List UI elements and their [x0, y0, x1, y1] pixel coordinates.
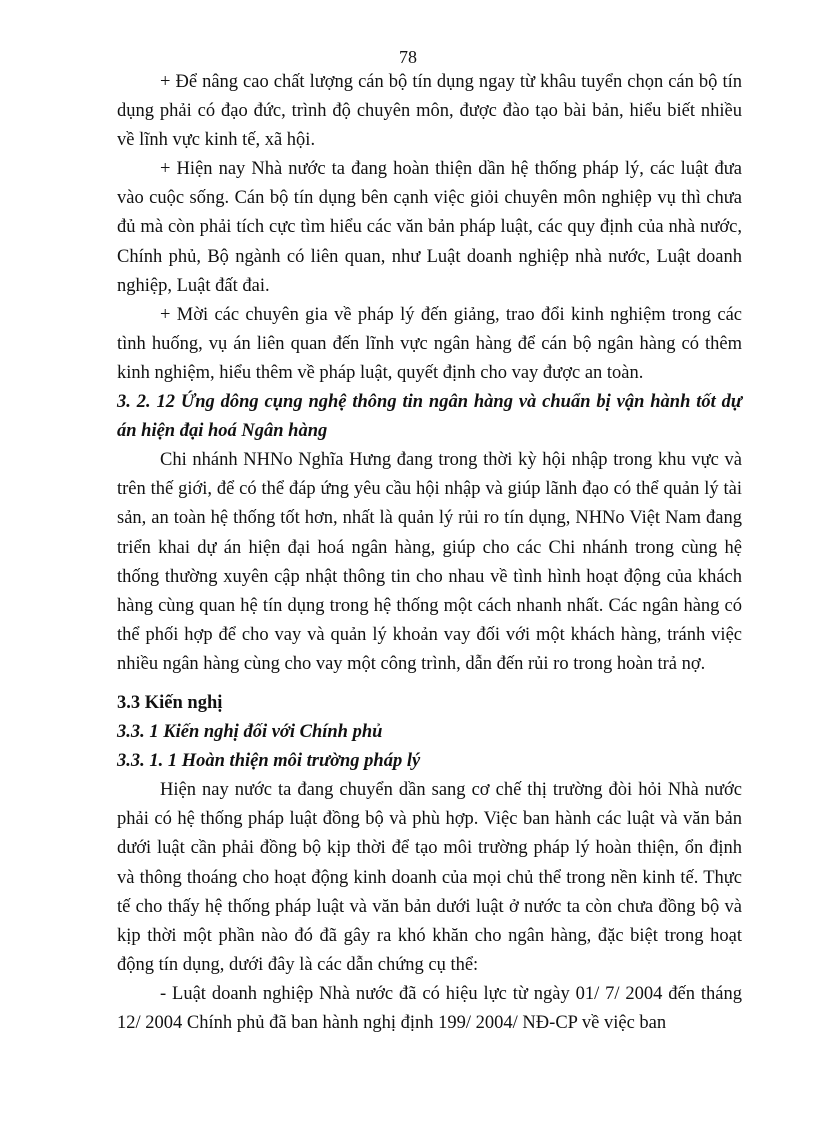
paragraph-state-enterprise-law: - Luật doanh nghiệp Nhà nước đã có hiệu lực từ ngày 01/ 7/ 2004 đến tháng 12/ 2004 Chính phủ đã ban hành nghị định 199/ 2004/ NĐ-CP về việc ban — [117, 983, 742, 1033]
paragraph-legal-experts: + Mời các chuyên gia về pháp lý đến giảng, trao đổi kinh nghiệm trong các tình huống, vụ án liên quan đến lĩnh vực ngân hàng để cán bộ ngân hàng có thêm kinh nghiệm, hiểu thêm về pháp luật, quyết định cho vay được an toàn. — [117, 304, 742, 383]
section-heading-3-3-1: 3.3. 1 Kiến nghị đối với Chính phủ — [117, 722, 383, 743]
section-heading-3-2-12: 3. 2. 12 Ứng dông cụng nghệ thông tin ngân hàng và chuẩn bị vận hành tốt dự án hiện đại hoá Ngân hàng — [117, 392, 742, 442]
paragraph-legal-environment: Hiện nay nước ta đang chuyển dần sang cơ chế thị trường đòi hỏi Nhà nước phải có hệ thống pháp luật đồng bộ và phù hợp. Việc ban hành các luật và văn bản dưới luật cần phải đồng bộ kịp thời để tạo môi trường pháp lý hoàn thiện, ổn định và thông thoáng cho hoạt động kinh doanh của mọi chủ thể trong nền kinh tế. Thực tế cho thấy hệ thống pháp luật và văn bản dưới luật ở nước ta còn chưa đồng bộ và kịp thời một phần nào đó đã gây ra khó khăn cho ngân hàng, đặc biệt trong hoạt động tín dụng, dưới đây là các dẫn chứng cụ thể: — [117, 780, 742, 975]
paragraph-recruitment: + Để nâng cao chất lượng cán bộ tín dụng ngay từ khâu tuyển chọn cán bộ tín dụng phải có đạo đức, trình độ chuyên môn, được đào tạo bài bản, hiểu biết nhiều về lĩnh vực kinh tế, xã hội. — [117, 72, 742, 151]
section-heading-3-3: 3.3 Kiến nghị — [117, 692, 223, 713]
section-heading-3-3-1-1: 3.3. 1. 1 Hoàn thiện môi trường pháp lý — [117, 751, 421, 772]
page-number: 78 — [399, 47, 417, 67]
paragraph-legal-system: + Hiện nay Nhà nước ta đang hoàn thiện dần hệ thống pháp lý, các luật đưa vào cuộc sống. Cán bộ tín dụng bên cạnh việc giỏi chuyên môn nghiệp vụ thì chưa đủ mà còn phải tích cực tìm hiểu các văn bản pháp luật, các quy định của nhà nước, Chính phủ, Bộ ngành có liên quan, như Luật doanh nghiệp nhà nước, Luật doanh nghiệp, Luật đất đai. — [117, 159, 742, 296]
paragraph-modernization: Chi nhánh NHNo Nghĩa Hưng đang trong thời kỳ hội nhập trong khu vực và trên thế giới, để có thể đáp ứng yêu cầu hội nhập và giúp lãnh đạo có thể quản lý tài sản, an toàn hệ thống tốt hơn, nhất là quản lý rủi ro tín dụng, NHNo Việt Nam đang triển khai dự án hiện đại hoá ngân hàng, giúp cho các Chi nhánh trong cùng hệ thống thường xuyên cập nhật thông tin cho nhau về tình hình hoạt động của khách hàng cùng quan hệ tín dụng trong hệ thống một cách nhanh nhất. Các ngân hàng có thể phối hợp để cho vay và quản lý khoản vay đối với một khách hàng, tránh việc nhiều ngân hàng cùng cho vay một công trình, dẫn đến rủi ro trong hoàn trả nợ. — [117, 450, 742, 674]
page-content — [117, 68, 742, 1038]
spacer — [117, 679, 742, 689]
